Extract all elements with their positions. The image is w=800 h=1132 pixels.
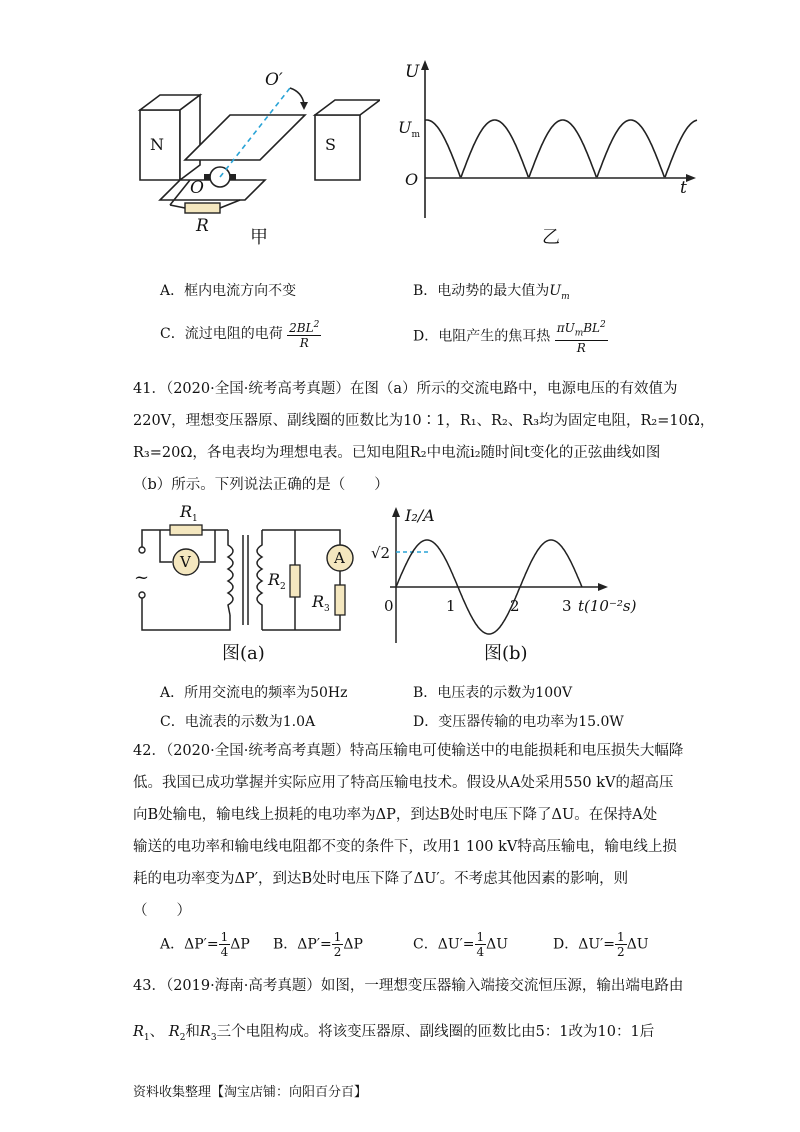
q43-sep: 、 bbox=[149, 1024, 165, 1040]
q42-option-d-suffix: ΔU bbox=[626, 936, 649, 953]
q43-r3-sub: 3 bbox=[210, 1032, 217, 1043]
q40-option-c-text: C．流过电阻的电荷 bbox=[160, 326, 283, 342]
q40-option-b[interactable] bbox=[413, 281, 570, 307]
q42-option-c-num: 1 bbox=[476, 930, 485, 944]
q40-option-d-num-sup: 2 bbox=[600, 320, 606, 330]
graph-um-sub: m bbox=[411, 130, 421, 141]
q43-r2: R bbox=[168, 1024, 180, 1040]
q42-option-a[interactable] bbox=[160, 930, 250, 959]
q40-option-d[interactable] bbox=[413, 318, 608, 355]
circuit-diagram-a bbox=[130, 500, 370, 640]
q42-option-a-num: 1 bbox=[220, 930, 229, 944]
axis-top-label: O′ bbox=[265, 70, 283, 90]
circuit-r2-sub: 2 bbox=[280, 582, 286, 593]
circuit-r1-var: R bbox=[180, 502, 193, 521]
q42-option-b-num: 1 bbox=[333, 930, 342, 944]
rectified-sine-curve bbox=[425, 120, 697, 177]
circuit-r2-var: R bbox=[268, 570, 281, 589]
circuit-r3-sub: 3 bbox=[324, 604, 330, 615]
circuit-r1-sub: 1 bbox=[192, 514, 198, 525]
q40-option-c-fraction bbox=[287, 318, 321, 350]
q41-line-3: R₃=20Ω，各电表均为理想电表。已知电阻R₂中电流i₂随时间t变化的正弦曲线如图 bbox=[133, 445, 661, 461]
current-graph-b bbox=[380, 505, 640, 645]
graph-b-x3: 3 bbox=[562, 597, 572, 615]
graph-b-ytick: √2 bbox=[371, 544, 391, 562]
q42-line-1: 42．（2020·全国·统考高考真题）特高压输电可使输送中的电能损耗和电压损失大幅降 bbox=[133, 743, 684, 759]
voltage-graph bbox=[400, 58, 700, 223]
figure-a-caption: 图(a) bbox=[222, 643, 265, 664]
figure-b-caption: 图(b) bbox=[484, 643, 528, 664]
q42-option-c-prefix: C．ΔU′= bbox=[413, 936, 475, 953]
q42-option-d-den: 2 bbox=[617, 945, 625, 959]
graph-b-ylabel: I₂/A bbox=[405, 506, 435, 525]
q41-line-1: 41．（2020·全国·统考高考真题）在图（a）所示的交流电路中，电源电压的有效值为 bbox=[133, 381, 678, 397]
q42-option-c-fraction bbox=[475, 930, 487, 959]
q43-r1-sub: 1 bbox=[143, 1032, 150, 1043]
q42-option-a-prefix: A．ΔP′= bbox=[160, 936, 219, 953]
graph-u-label: U bbox=[405, 62, 420, 82]
q41-line-4: （b）所示。下列说法正确的是（ ） bbox=[133, 477, 389, 493]
magnet-s-label: S bbox=[325, 135, 336, 154]
circuit-source-symbol: ~ bbox=[134, 567, 150, 588]
q42-option-b[interactable] bbox=[273, 930, 363, 959]
q40-option-c[interactable] bbox=[160, 318, 321, 350]
graph-um-var: U bbox=[398, 118, 412, 137]
q41-option-d[interactable]: D．变压器传输的电功率为15.0W bbox=[413, 714, 624, 730]
circuit-r3-label bbox=[312, 592, 330, 619]
q41-option-a[interactable]: A．所用交流电的频率为50Hz bbox=[160, 685, 348, 701]
graph-um-label bbox=[398, 118, 420, 145]
resistor-label: R bbox=[196, 216, 209, 236]
q41-line-2: 220V，理想变压器原、副线圈的匝数比为10∶1，R₁、R₂、R₃均为固定电阻，R₂=10Ω， bbox=[133, 413, 715, 429]
q42-option-c-suffix: ΔU bbox=[486, 936, 509, 953]
q43-line-2 bbox=[133, 1022, 654, 1048]
q40-option-b-sub: m bbox=[561, 291, 570, 302]
q42-option-a-den: 4 bbox=[220, 945, 229, 959]
q40-option-b-text: B．电动势的最大值为 bbox=[413, 283, 550, 299]
q42-option-d-prefix: D．ΔU′= bbox=[553, 936, 616, 953]
q43-and: 和 bbox=[185, 1024, 200, 1040]
q42-option-c[interactable] bbox=[413, 930, 508, 959]
graph-b-x1: 1 bbox=[446, 597, 456, 615]
ammeter-label: A bbox=[334, 549, 345, 567]
graph-origin-label: O bbox=[405, 170, 419, 189]
q40-option-d-num-b: BL bbox=[583, 321, 601, 335]
voltmeter-label: V bbox=[180, 553, 191, 571]
q43-r1: R bbox=[133, 1024, 144, 1040]
q42-line-5: 耗的电功率变为ΔP′，到达B处时电压下降了ΔU′。不考虑其他因素的影响，则 bbox=[133, 871, 629, 887]
q42-option-b-suffix: ΔP bbox=[343, 936, 363, 953]
q42-option-a-suffix: ΔP bbox=[230, 936, 250, 953]
q42-option-c-den: 4 bbox=[476, 945, 485, 959]
q42-option-b-den: 2 bbox=[333, 945, 342, 959]
q42-line-4: 输送的电功率和输电线电阻都不变的条件下，改用1 100 kV特高压输电，输电线上损 bbox=[133, 839, 677, 855]
circuit-r1-label bbox=[180, 502, 198, 529]
axis-bottom-label: O bbox=[190, 178, 204, 198]
q43-line-2-text: 三个电阻构成。将该变压器原、副线圈的匝数比由5：1改为10：1后 bbox=[216, 1024, 655, 1040]
figure-jia-caption: 甲 bbox=[250, 227, 268, 248]
q42-option-d-num: 1 bbox=[617, 930, 625, 944]
q42-option-a-fraction bbox=[219, 930, 231, 959]
graph-t-label: t bbox=[680, 178, 687, 198]
q40-option-d-num-sub: m bbox=[574, 328, 584, 339]
q40-option-c-den: R bbox=[299, 336, 309, 350]
circuit-r2-label bbox=[268, 570, 286, 597]
q43-r2-sub: 2 bbox=[179, 1032, 186, 1043]
q42-line-6: （ ） bbox=[133, 903, 191, 919]
q42-option-b-prefix: B．ΔP′= bbox=[273, 936, 332, 953]
q40-option-c-sup: 2 bbox=[313, 320, 320, 330]
q42-option-b-fraction bbox=[332, 930, 344, 959]
q40-option-d-num-a: πU bbox=[556, 321, 575, 335]
q42-option-d[interactable] bbox=[553, 930, 649, 959]
figure-yi-caption: 乙 bbox=[542, 227, 560, 248]
circuit-r3-var: R bbox=[312, 592, 325, 611]
q40-option-d-text: D．电阻产生的焦耳热 bbox=[413, 328, 551, 345]
q42-option-d-fraction bbox=[615, 930, 627, 959]
q40-option-d-den: R bbox=[576, 341, 586, 356]
q41-option-c[interactable]: C．电流表的示数为1.0A bbox=[160, 714, 316, 730]
graph-b-xlabel: t(10⁻²s) bbox=[578, 597, 637, 615]
q43-line-1: 43．（2019·海南·高考真题）如图，一理想变压器输入端接交流恒压源，输出端电路由 bbox=[133, 978, 684, 994]
q42-line-2: 低。我国已成功掌握并实际应用了特高压输电技术。假设从A处采用550 kV的超高压 bbox=[133, 775, 674, 791]
q40-option-b-var: U bbox=[549, 283, 562, 299]
q40-option-c-num: 2BL bbox=[289, 321, 314, 335]
q43-r3: R bbox=[199, 1024, 211, 1040]
graph-b-x0: 0 bbox=[384, 597, 394, 615]
page-footer: 资料收集整理【淘宝店铺：向阳百分百】 bbox=[133, 1085, 368, 1100]
magnet-n-label: N bbox=[150, 135, 164, 154]
q40-option-d-fraction bbox=[555, 318, 608, 355]
q41-option-b[interactable]: B．电压表的示数为100V bbox=[413, 685, 573, 701]
q42-line-3: 向B处输电，输电线上损耗的电功率为ΔP，到达B处时电压下降了ΔU。在保持A处 bbox=[133, 807, 658, 823]
graph-b-x2: 2 bbox=[510, 597, 520, 615]
q40-option-a[interactable]: A．框内电流方向不变 bbox=[160, 283, 297, 299]
